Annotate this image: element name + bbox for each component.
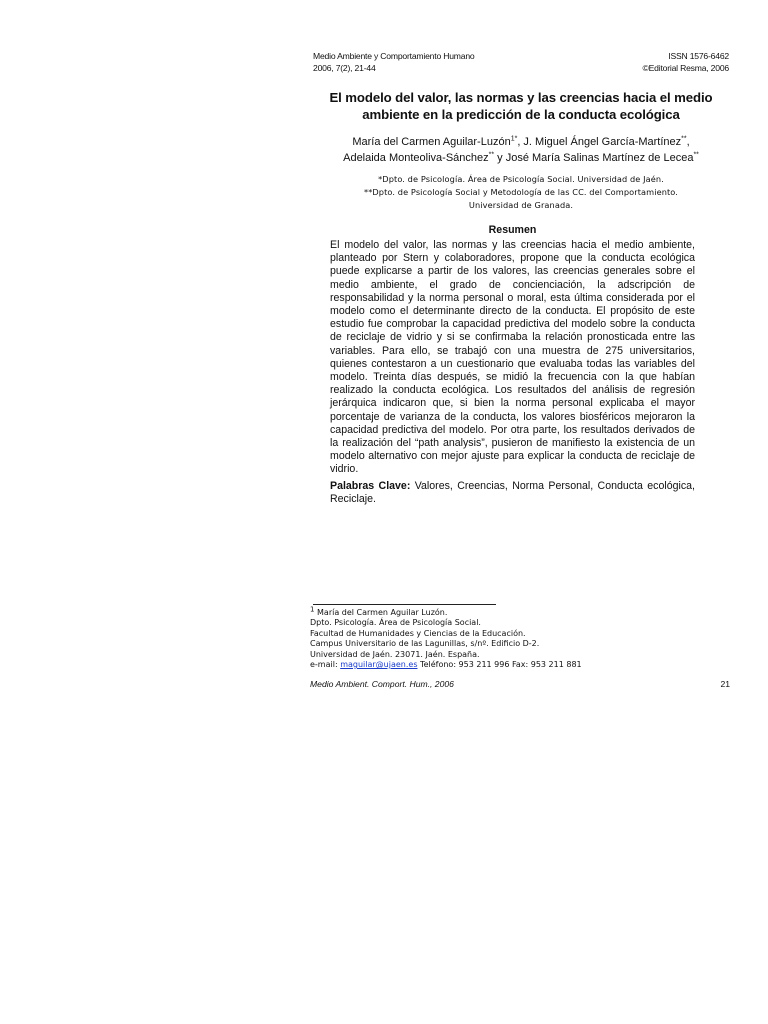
keywords-label: Palabras Clave:	[330, 479, 411, 492]
keywords-list: Valores, Creencias, Norma Personal, Conducta ecológica, Reciclaje.	[330, 479, 695, 505]
footnote	[310, 605, 730, 670]
author-3: Adelaida Monteoliva-Sánchez	[343, 152, 489, 164]
author-2: , J. Miguel Ángel García-Martínez	[517, 136, 682, 148]
article-first-page	[313, 50, 729, 506]
journal-citation: 2006, 7(2), 21-44	[313, 63, 376, 73]
footnote-divider	[313, 604, 496, 605]
journal-name: Medio Ambiente y Comportamiento Humano	[313, 51, 475, 61]
email-label: e-mail:	[310, 660, 341, 670]
header-left	[313, 50, 475, 74]
abstract-text: El modelo del valor, las normas y las creencias hacia el medio ambiente, planteado por Stern y colaboradores, propone que la conducta ecológica puede explicarse a partir de los valores, las creencias generales sobre el medio ambiente, el grado de concienciación, la adscripción de responsabilidad y la norma personal o moral, esta última considerada por el modelo como el determinante directo de la conducta. El propósito de este estudio fue comprobar la capacidad predictiva del modelo sobre la conducta de reciclaje de vidrio y si se confirmaba la relación pronosticada entre las variables. Para ello, se trabajó con una muestra de 275 universitarios, quienes contestaron a un cuestionario que evaluaba todas las variables del modelo. Treinta días después, se midió la frecuencia con la que habían realizado la conducta ecológica. Los resultados del análisis de regresión jerárquica indicaron que, si bien la norma personal explicaba el mayor porcentaje de varianza de la conducta, los valores biosféricos mejoraron la capacidad predictiva del modelo. Por otra parte, los resultados derivados de la realización del “path analysis”, pusieron de manifiesto la existencia de un modelo alternativo con mejor ajuste para explicar la conducta de reciclaje de vidrio.	[330, 239, 695, 476]
footnote-line-5: Universidad de Jaén. 23071. Jaén. España.	[310, 649, 480, 659]
keywords	[330, 480, 695, 506]
author-3-mark: **	[488, 151, 495, 159]
footnote-mark: 1	[310, 605, 315, 614]
publisher: ©Editorial Resma, 2006	[642, 63, 729, 73]
author-list	[313, 134, 729, 166]
author-separator: ,	[686, 136, 690, 148]
header-right	[643, 50, 729, 74]
running-header	[313, 50, 729, 74]
author-2-mark: **	[681, 135, 687, 143]
page-number: 21	[720, 679, 730, 689]
affiliations	[313, 173, 729, 212]
footnote-name: María del Carmen Aguilar Luzón.	[314, 608, 448, 617]
author-1: María del Carmen Aguilar-Luzón	[352, 136, 511, 148]
email-link[interactable]: maguilar@ujaen.es	[340, 660, 418, 670]
page-footer	[310, 678, 730, 692]
affiliation-2: **Dpto. de Psicología Social y Metodología de las CC. del Comportamiento.	[364, 187, 678, 197]
footnote-contact	[310, 660, 730, 670]
footer-journal: Medio Ambient. Comport. Hum., 2006	[310, 679, 454, 689]
footnote-line-1	[310, 605, 730, 618]
phone-fax: Teléfono: 953 211 996 Fax: 953 211 881	[417, 660, 582, 670]
footnote-line-2: Dpto. Psicología. Área de Psicología Social.	[310, 618, 481, 628]
author-1-mark: 1*	[510, 135, 518, 143]
author-4: y José María Salinas Martínez de Lecea	[494, 152, 694, 164]
abstract	[330, 223, 695, 506]
author-4-mark: **	[693, 151, 699, 159]
affiliation-3: Universidad de Granada.	[468, 200, 574, 210]
footnote-line-3: Facultad de Humanidades y Ciencias de la Educación.	[310, 628, 526, 638]
abstract-heading: Resumen	[488, 224, 537, 236]
affiliation-1: *Dpto. de Psicología. Área de Psicología Social. Universidad de Jaén.	[378, 174, 664, 184]
article-title: El modelo del valor, las normas y las creencias hacia el medio ambiente en la predicción de la conducta ecológica	[329, 90, 713, 122]
footnote-line-4: Campus Universitario de las Lagunillas, s/nº. Edificio D-2.	[310, 639, 540, 649]
issn: ISSN 1576-6462	[668, 51, 729, 61]
